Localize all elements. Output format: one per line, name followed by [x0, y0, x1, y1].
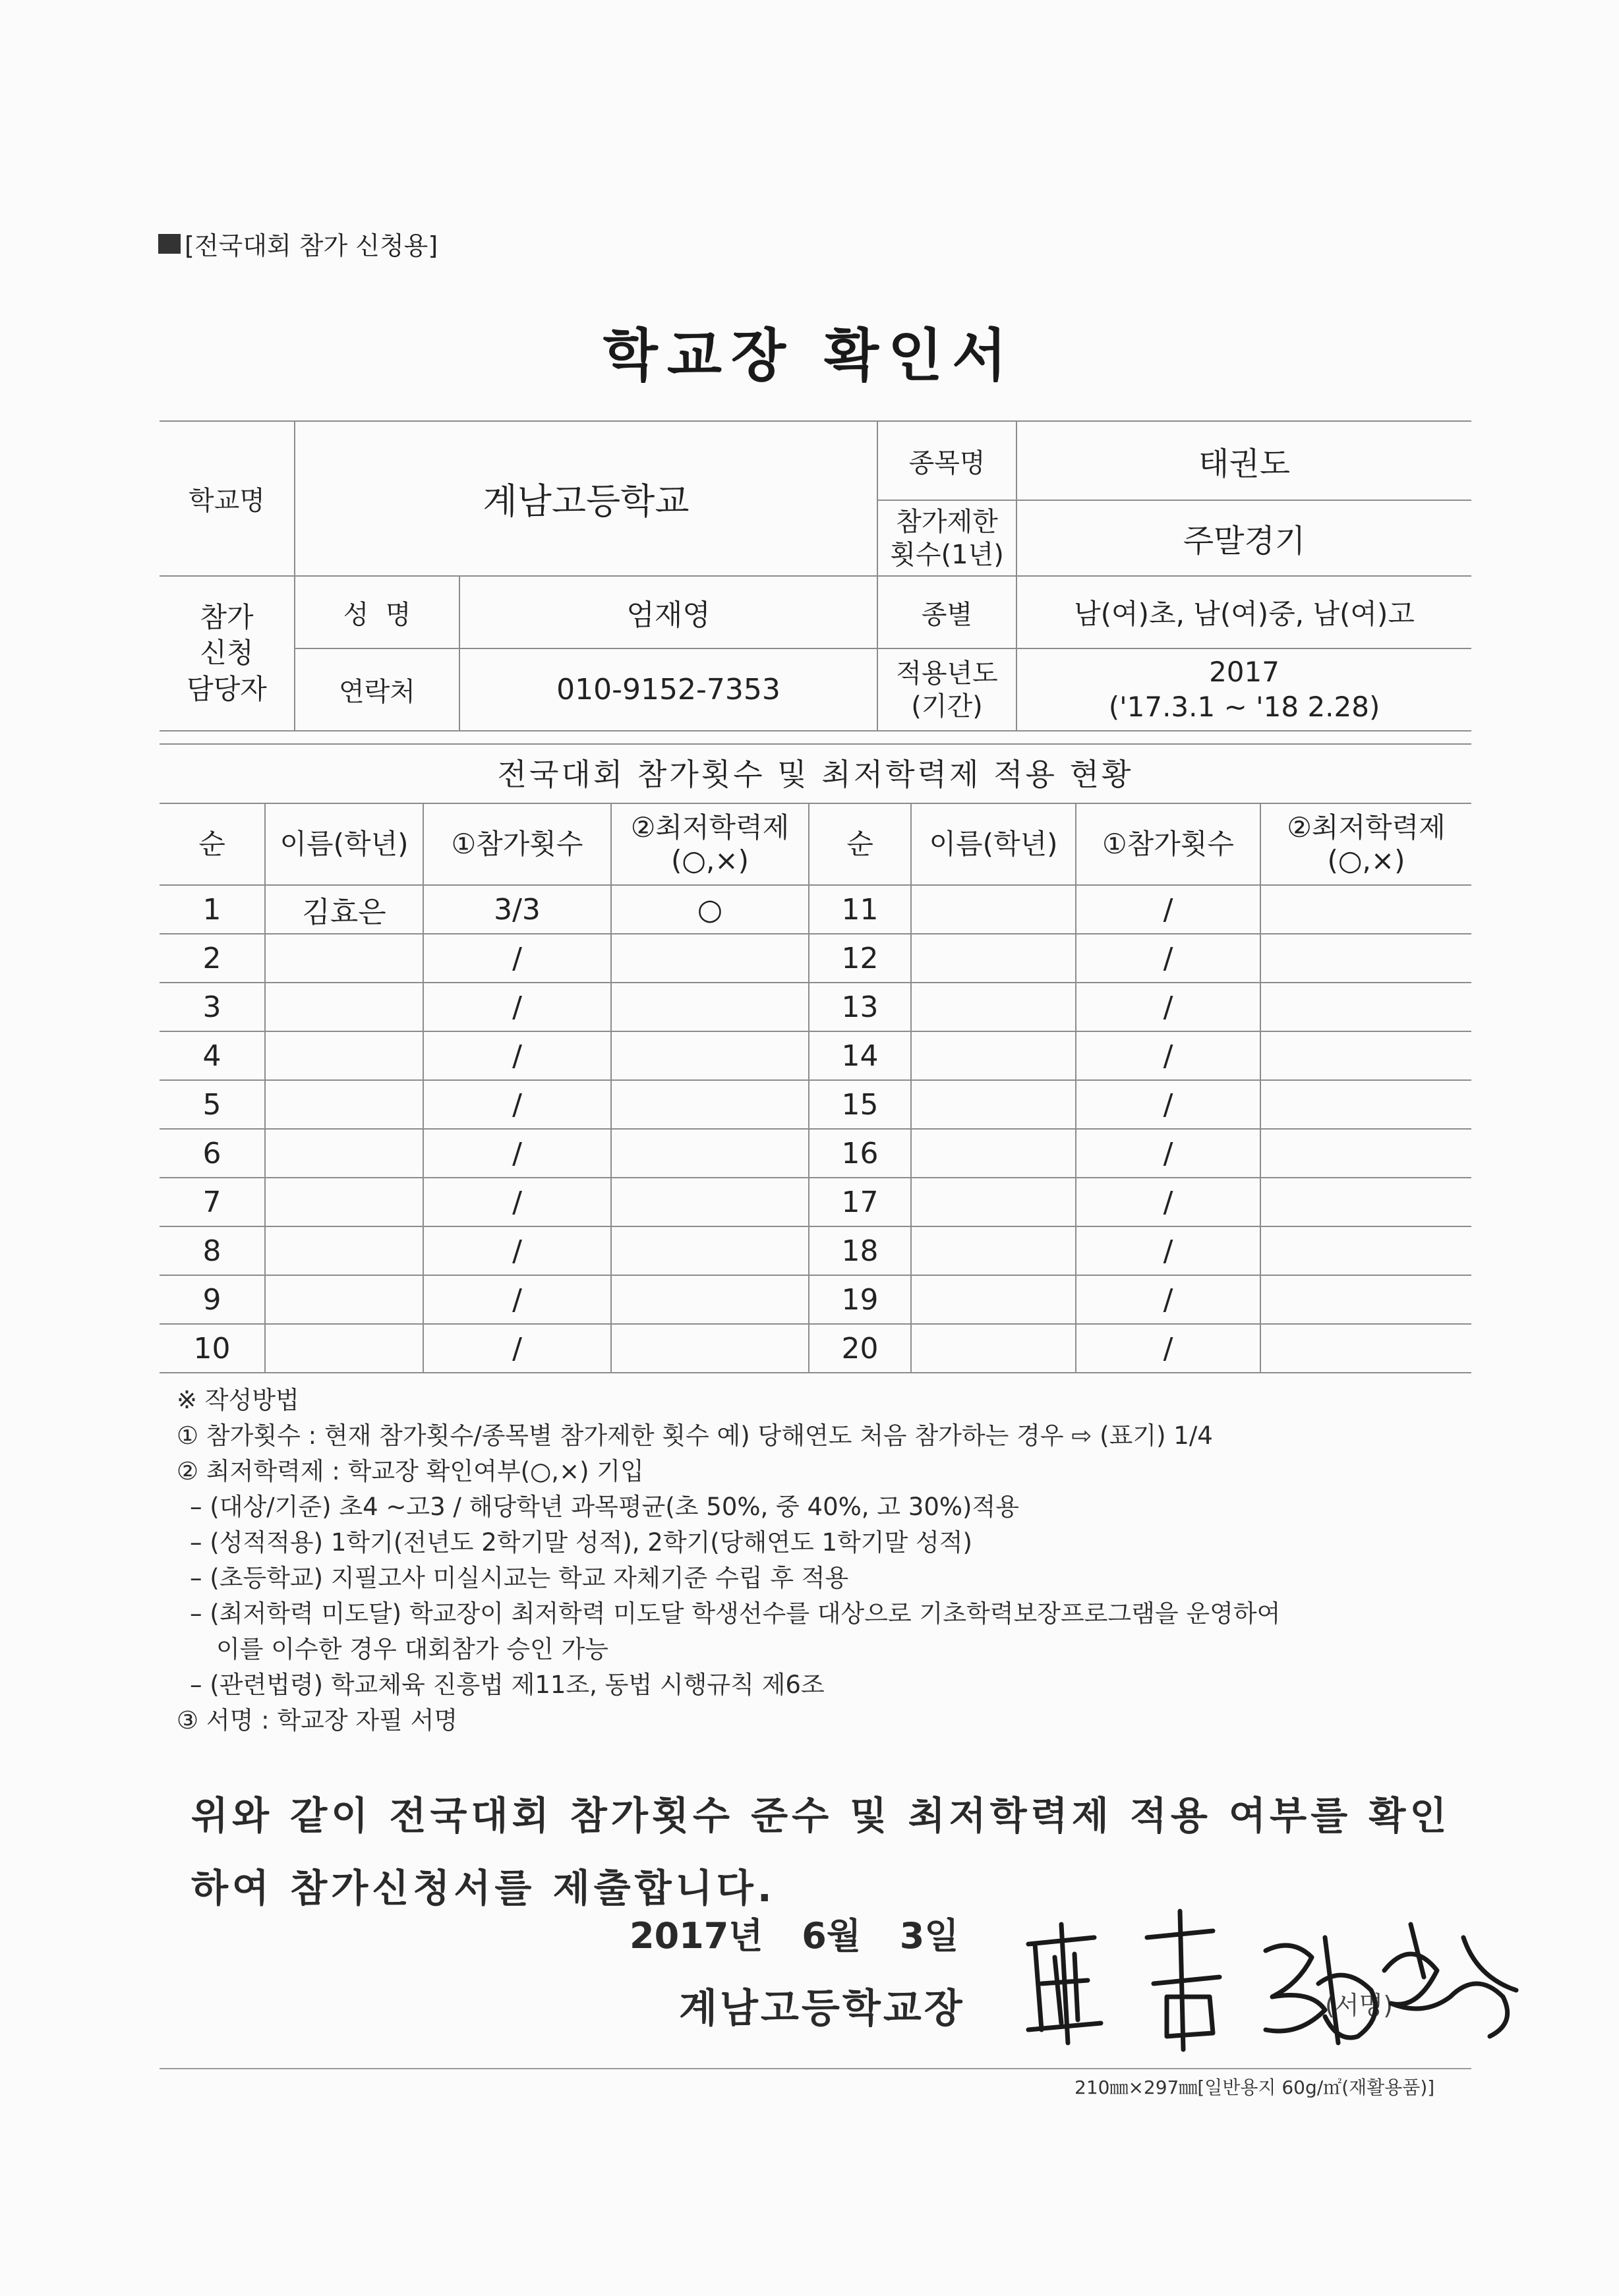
row-name [911, 1275, 1076, 1324]
category-value: 남(여)초, 남(여)중, 남(여)고 [1016, 576, 1471, 648]
row-seq: 10 [160, 1324, 265, 1373]
header-seq: 순 [160, 803, 265, 885]
header-min-line2: (○,×) [1327, 844, 1405, 876]
applicant-label-line2: 신청 [200, 637, 254, 670]
instruction-subitem: – (관련법령) 학교체육 진흥법 제11조, 동법 시행규칙 제6조 [190, 1671, 825, 1699]
instruction-item: ② 최저학력제 : 학교장 확인여부(○,×) 기입 [177, 1457, 644, 1485]
row-name [265, 1178, 423, 1226]
table-row [160, 1080, 1471, 1129]
row-seq: 9 [160, 1275, 265, 1324]
row-name [265, 1226, 423, 1275]
black-square-icon [158, 234, 181, 254]
instruction-subitem: – (초등학교) 지필고사 미실시교는 학교 자체기준 수립 후 적용 [190, 1564, 849, 1592]
table-row [160, 1324, 1471, 1373]
participation-table [160, 803, 1471, 1373]
confirmation-line2: 하여 참가신청서를 제출합니다. [191, 1866, 776, 1910]
document-title: 학교장 확인서 [603, 323, 1016, 389]
period-range: ('17.3.1 ~ '18 2.28) [1108, 690, 1380, 723]
period-label-line2: (기간) [911, 691, 983, 722]
row-name [911, 934, 1076, 983]
category-label: 종별 [877, 576, 1016, 648]
header-name: 이름(학년) [911, 803, 1076, 885]
row-seq: 19 [809, 1275, 911, 1324]
row-count: / [423, 1324, 611, 1373]
instructions [177, 1383, 1482, 1738]
row-name [265, 1031, 423, 1080]
row-name [265, 1080, 423, 1129]
limit-label [877, 500, 1016, 576]
row-min-grade [1260, 885, 1471, 934]
contact-value: 010-9152-7353 [459, 648, 877, 731]
limit-label-line2: 횟수(1년) [890, 539, 1004, 570]
table-row [160, 1178, 1471, 1226]
row-count: / [423, 1275, 611, 1324]
row-min-grade [611, 1129, 809, 1178]
row-name [911, 1324, 1076, 1373]
table-row [160, 934, 1471, 983]
row-name [265, 1129, 423, 1178]
row-min-grade [611, 1275, 809, 1324]
info-table [160, 420, 1471, 732]
row-min-grade [611, 1031, 809, 1080]
name-value: 엄재영 [459, 576, 877, 648]
row-seq: 14 [809, 1031, 911, 1080]
row-count: / [423, 1226, 611, 1275]
row-count: / [423, 1031, 611, 1080]
row-name [911, 1031, 1076, 1080]
row-min-grade [1260, 1324, 1471, 1373]
instruction-subitem-continued: 이를 이수한 경우 대회참가 승인 가능 [216, 1635, 608, 1663]
row-seq: 20 [809, 1324, 911, 1373]
row-count: / [1076, 885, 1260, 934]
row-min-grade [611, 1324, 809, 1373]
period-year: 2017 [1209, 656, 1280, 688]
row-name [265, 934, 423, 983]
row-seq: 2 [160, 934, 265, 983]
row-min-grade [1260, 1226, 1471, 1275]
row-min-grade [1260, 1080, 1471, 1129]
row-min-grade [1260, 983, 1471, 1031]
name-label: 성 명 [295, 576, 459, 648]
row-min-grade [1260, 1129, 1471, 1178]
form-type-label: [전국대회 참가 신청용] [185, 231, 438, 260]
row-name: 김효은 [265, 885, 423, 934]
header-min [611, 803, 809, 885]
row-count: / [1076, 1275, 1260, 1324]
row-name [265, 1275, 423, 1324]
period-label [877, 648, 1016, 731]
limit-label-line1: 참가제한 [896, 506, 998, 537]
row-count: / [423, 1129, 611, 1178]
row-count: / [1076, 1129, 1260, 1178]
school-name: 계남고등학교 [295, 421, 877, 576]
submission-date: 2017년 6월 3일 [630, 1915, 959, 1957]
table-row [160, 1129, 1471, 1178]
period-value [1016, 648, 1471, 731]
row-count: / [1076, 1080, 1260, 1129]
row-seq: 7 [160, 1178, 265, 1226]
table-header-row [160, 803, 1471, 885]
row-count: / [1076, 1324, 1260, 1373]
event-label: 종목명 [877, 421, 1016, 500]
applicant-label-line3: 담당자 [187, 672, 267, 705]
row-seq: 1 [160, 885, 265, 934]
row-name [911, 1226, 1076, 1275]
confirmation-line1: 위와 같이 전국대회 참가횟수 준수 및 최저학력제 적용 여부를 확인 [191, 1793, 1451, 1838]
row-seq: 4 [160, 1031, 265, 1080]
row-seq: 18 [809, 1226, 911, 1275]
row-seq: 13 [809, 983, 911, 1031]
row-name [911, 1178, 1076, 1226]
table-row [160, 1275, 1471, 1324]
row-min-grade [611, 1080, 809, 1129]
handwritten-signature [1015, 1898, 1529, 2056]
row-seq: 16 [809, 1129, 911, 1178]
row-count: / [423, 1080, 611, 1129]
applicant-label-line1: 참가 [200, 600, 254, 633]
header-min-line1: ②최저학력제 [630, 811, 790, 844]
row-min-grade [611, 1226, 809, 1275]
form-type-note [158, 225, 438, 262]
row-count: 3/3 [423, 885, 611, 934]
row-min-grade [611, 983, 809, 1031]
header-seq: 순 [809, 803, 911, 885]
paper-spec-note: 210㎜×297㎜[일반용지 60g/㎡(재활용품)] [1074, 2077, 1435, 2098]
header-count: ①참가횟수 [1076, 803, 1260, 885]
row-seq: 11 [809, 885, 911, 934]
row-min-grade [1260, 1031, 1471, 1080]
header-count: ①참가횟수 [423, 803, 611, 885]
row-seq: 17 [809, 1178, 911, 1226]
table-row [160, 1226, 1471, 1275]
instruction-subitem: – (대상/기준) 초4 ~고3 / 해당학년 과목평균(초 50%, 중 40%, 고 30%)적용 [190, 1493, 1019, 1521]
principal-title: 계남고등학교장 [679, 1986, 965, 2032]
row-min-grade [1260, 1275, 1471, 1324]
instruction-subitem: – (최저학력 미도달) 학교장이 최저학력 미도달 학생선수를 대상으로 기초학력보장프로그램을 운영하여 [190, 1599, 1281, 1628]
limit-value: 주말경기 [1016, 500, 1471, 576]
row-count: / [1076, 934, 1260, 983]
header-name: 이름(학년) [265, 803, 423, 885]
row-seq: 15 [809, 1080, 911, 1129]
row-seq: 6 [160, 1129, 265, 1178]
footer-divider [160, 2068, 1471, 2069]
row-name [911, 983, 1076, 1031]
instructions-heading: ※ 작성방법 [177, 1386, 299, 1414]
row-seq: 3 [160, 983, 265, 1031]
row-count: / [1076, 1226, 1260, 1275]
table-row [160, 1031, 1471, 1080]
row-count: / [423, 1178, 611, 1226]
contact-label: 연락처 [295, 648, 459, 731]
row-count: / [1076, 983, 1260, 1031]
row-name [911, 885, 1076, 934]
row-min-grade [611, 934, 809, 983]
event-value: 태권도 [1016, 421, 1471, 500]
table-row [160, 885, 1471, 934]
signature-label: (서명) [1325, 1991, 1394, 2020]
instruction-subitem: – (성적적용) 1학기(전년도 2학기말 성적), 2학기(당해연도 1학기말 성적) [190, 1528, 972, 1557]
section-title: 전국대회 참가횟수 및 최저학력제 적용 현황 [160, 743, 1471, 804]
row-seq: 5 [160, 1080, 265, 1129]
header-min-line2: (○,×) [671, 844, 749, 876]
row-count: / [423, 983, 611, 1031]
row-seq: 12 [809, 934, 911, 983]
row-count: / [423, 934, 611, 983]
school-label: 학교명 [160, 421, 295, 576]
row-name [911, 1129, 1076, 1178]
row-count: / [1076, 1178, 1260, 1226]
row-seq: 8 [160, 1226, 265, 1275]
applicant-label [160, 576, 295, 731]
period-label-line1: 적용년도 [896, 658, 998, 689]
row-count: / [1076, 1031, 1260, 1080]
row-min-grade [1260, 934, 1471, 983]
row-min-grade: ○ [611, 885, 809, 934]
row-min-grade [1260, 1178, 1471, 1226]
header-min [1260, 803, 1471, 885]
table-row [160, 983, 1471, 1031]
instruction-item: ① 참가횟수 : 현재 참가횟수/종목별 참가제한 횟수 예) 당해연도 처음 참가하는 경우 ⇨ (표기) 1/4 [177, 1421, 1213, 1450]
header-min-line1: ②최저학력제 [1287, 811, 1446, 844]
row-name [265, 1324, 423, 1373]
instruction-item: ③ 서명 : 학교장 자필 서명 [177, 1706, 458, 1735]
row-name [911, 1080, 1076, 1129]
row-name [265, 983, 423, 1031]
row-min-grade [611, 1178, 809, 1226]
